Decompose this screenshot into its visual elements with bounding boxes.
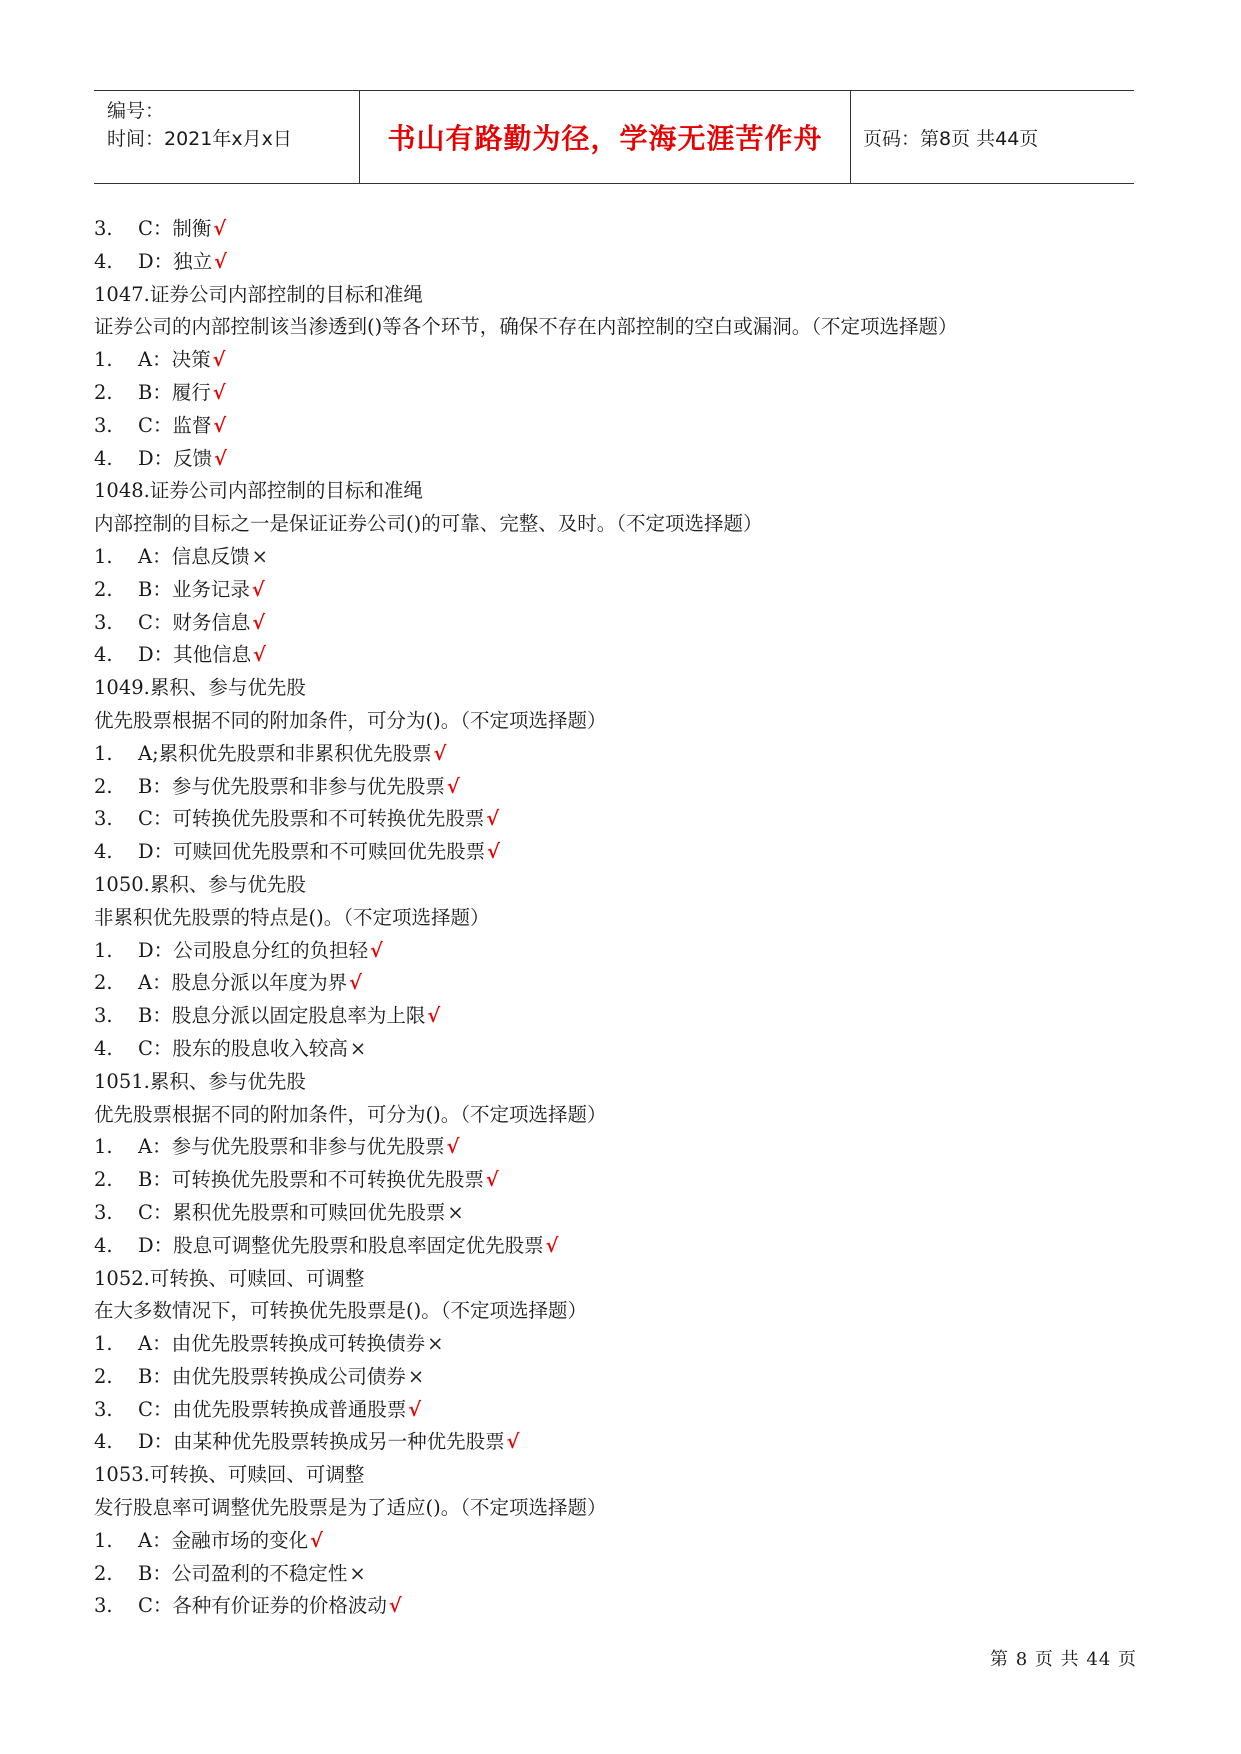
option-text: C：可转换优先股票和不可转换优先股票 — [138, 807, 485, 831]
option-text: A：决策 — [138, 348, 211, 372]
option-number: 3. — [94, 1004, 113, 1028]
option-number: 3. — [94, 1397, 113, 1421]
option-text: A：金融市场的变化 — [138, 1528, 309, 1552]
answer-option — [94, 607, 1134, 640]
check-mark-icon: √ — [214, 446, 227, 470]
option-number: 2. — [94, 1364, 113, 1388]
option-text: B：可转换优先股票和不可转换优先股票 — [138, 1168, 484, 1192]
answer-option — [94, 377, 1134, 410]
cross-mark-icon: × — [251, 544, 268, 568]
check-mark-icon: √ — [213, 413, 227, 437]
check-mark-icon: √ — [506, 1430, 520, 1454]
page-footer: 第 8 页 共 44 页 — [990, 1649, 1137, 1670]
answer-option — [94, 1426, 1134, 1459]
check-mark-icon: √ — [545, 1233, 559, 1257]
check-mark-icon: √ — [486, 807, 500, 831]
question-topic: 1048.证券公司内部控制的目标和准绳 — [94, 479, 423, 503]
answer-option — [94, 1000, 1134, 1033]
question-stem: 证券公司的内部控制该当渗透到()等各个环节，确保不存在内部控制的空白或漏洞。（不定项选择题） — [94, 315, 958, 339]
answer-option — [94, 803, 1134, 836]
option-number: 1. — [94, 741, 113, 765]
cross-mark-icon: × — [427, 1332, 444, 1356]
time-label: 时间：2021年x月x日 — [107, 128, 292, 150]
option-text: D：独立 — [138, 249, 213, 273]
option-text: B：参与优先股票和非参与优先股票 — [138, 774, 445, 798]
question-stem: 发行股息率可调整优先股票是为了适应()。（不定项选择题） — [94, 1496, 607, 1520]
check-mark-icon: √ — [253, 643, 266, 667]
answer-option — [94, 1558, 1134, 1591]
check-mark-icon: √ — [214, 249, 227, 273]
option-text: C：监督 — [138, 413, 212, 437]
check-mark-icon: √ — [213, 217, 227, 240]
option-text: C：各种有价证券的价格波动 — [138, 1594, 387, 1618]
answer-option — [94, 1033, 1134, 1066]
option-text: C：制衡 — [138, 217, 212, 240]
option-number: 1. — [94, 1332, 113, 1356]
question-list — [94, 213, 1134, 1623]
check-mark-icon: √ — [446, 774, 460, 798]
question-topic: 1052.可转换、可赎回、可调整 — [94, 1266, 365, 1290]
header-meta — [94, 91, 360, 183]
option-number: 2. — [94, 774, 113, 798]
answer-option — [94, 246, 1134, 279]
check-mark-icon: √ — [251, 577, 265, 601]
option-number: 1. — [94, 348, 113, 372]
check-mark-icon: √ — [487, 840, 500, 864]
option-number: 4. — [94, 643, 113, 667]
option-number: 1. — [94, 938, 113, 962]
option-number: 3. — [94, 413, 113, 437]
question-topic: 1050.累积、参与优先股 — [94, 872, 306, 896]
answer-option — [94, 541, 1134, 574]
option-number: 3. — [94, 1200, 113, 1224]
check-mark-icon: √ — [433, 741, 447, 765]
option-number: 4. — [94, 446, 113, 470]
option-text: A：参与优先股票和非参与优先股票 — [138, 1135, 445, 1159]
answer-option — [94, 344, 1134, 377]
option-number: 3. — [94, 610, 113, 634]
question-stem: 内部控制的目标之一是保证证券公司()的可靠、完整、及时。（不定项选择题） — [94, 512, 763, 536]
cross-mark-icon: × — [349, 1561, 366, 1585]
option-number: 3. — [94, 217, 113, 240]
option-number: 3. — [94, 1594, 113, 1618]
question-topic: 1047.证券公司内部控制的目标和准绳 — [94, 282, 423, 306]
option-text: D：公司股息分红的负担轻 — [138, 938, 369, 962]
check-mark-icon: √ — [252, 610, 266, 634]
check-mark-icon: √ — [370, 938, 383, 962]
check-mark-icon: √ — [446, 1135, 460, 1159]
option-number: 2. — [94, 1168, 113, 1192]
answer-option — [94, 1525, 1134, 1558]
answer-option — [94, 1394, 1134, 1427]
check-mark-icon: √ — [427, 1004, 441, 1028]
check-mark-icon: √ — [212, 380, 226, 404]
question-topic: 1051.累积、参与优先股 — [94, 1069, 306, 1093]
cross-mark-icon: × — [349, 1036, 367, 1060]
option-text: B：公司盈利的不稳定性 — [138, 1561, 348, 1585]
answer-option — [94, 574, 1134, 607]
question-stem: 优先股票根据不同的附加条件，可分为()。（不定项选择题） — [94, 1102, 607, 1126]
check-mark-icon: √ — [388, 1594, 402, 1618]
option-number: 4. — [94, 249, 113, 273]
check-mark-icon: √ — [310, 1528, 323, 1552]
answer-option — [94, 410, 1134, 443]
answer-option — [94, 1328, 1134, 1361]
option-text: C：累积优先股票和可赎回优先股票 — [138, 1200, 446, 1224]
option-text: A;累积优先股票和非累积优先股票 — [138, 741, 432, 765]
answer-option — [94, 1197, 1134, 1230]
option-number: 1. — [94, 1135, 113, 1159]
option-number: 4. — [94, 840, 113, 864]
answer-option — [94, 1164, 1134, 1197]
answer-option — [94, 935, 1134, 968]
page-header — [94, 90, 1134, 184]
answer-option — [94, 967, 1134, 1000]
answer-option — [94, 1230, 1134, 1263]
option-text: B：由优先股票转换成公司债券 — [138, 1364, 406, 1388]
option-number: 3. — [94, 807, 113, 831]
option-text: D：股息可调整优先股票和股息率固定优先股票 — [138, 1233, 544, 1257]
option-text: D：由某种优先股票转换成另一种优先股票 — [138, 1430, 505, 1454]
option-number: 4. — [94, 1233, 113, 1257]
option-number: 1. — [94, 544, 113, 568]
check-mark-icon: √ — [212, 348, 226, 372]
check-mark-icon: √ — [485, 1168, 499, 1192]
answer-option — [94, 771, 1134, 804]
header-page-info: 页码：第8页 共44页 — [863, 127, 1039, 150]
answer-option — [94, 738, 1134, 771]
option-number: 1. — [94, 1528, 113, 1552]
answer-option — [94, 1361, 1134, 1394]
option-text: C：由优先股票转换成普通股票 — [138, 1397, 407, 1421]
question-stem: 优先股票根据不同的附加条件，可分为()。（不定项选择题） — [94, 708, 607, 732]
answer-option — [94, 639, 1134, 672]
cross-mark-icon: × — [447, 1200, 464, 1224]
option-text: C：财务信息 — [138, 610, 251, 634]
option-text: A：由优先股票转换成可转换债券 — [138, 1332, 426, 1356]
answer-option — [94, 1131, 1134, 1164]
cross-mark-icon: × — [407, 1364, 425, 1388]
question-stem: 非累积优先股票的特点是()。（不定项选择题） — [94, 905, 490, 929]
option-number: 4. — [94, 1430, 113, 1454]
option-number: 4. — [94, 1036, 113, 1060]
option-number: 2. — [94, 380, 113, 404]
option-text: A：信息反馈 — [138, 544, 250, 568]
answer-option — [94, 836, 1134, 869]
option-text: D：其他信息 — [138, 643, 252, 667]
option-text: B：履行 — [138, 380, 211, 404]
header-motto: 书山有路勤为径，学海无涯苦作舟 — [360, 91, 851, 183]
check-mark-icon: √ — [408, 1397, 422, 1421]
check-mark-icon: √ — [349, 971, 362, 995]
option-text: D：可赎回优先股票和不可赎回优先股票 — [138, 840, 486, 864]
answer-option — [94, 1590, 1134, 1623]
option-text: A：股息分派以年度为界 — [138, 971, 348, 995]
question-stem: 在大多数情况下，可转换优先股票是()。（不定项选择题） — [94, 1299, 587, 1323]
question-topic: 1053.可转换、可赎回、可调整 — [94, 1463, 365, 1487]
answer-option — [94, 213, 1134, 246]
serial-label: 编号： — [107, 100, 165, 122]
question-topic: 1049.累积、参与优先股 — [94, 676, 306, 700]
answer-option — [94, 443, 1134, 476]
option-number: 2. — [94, 971, 113, 995]
option-text: B：股息分派以固定股息率为上限 — [138, 1004, 426, 1028]
option-text: C：股东的股息收入较高 — [138, 1036, 348, 1060]
option-number: 2. — [94, 577, 113, 601]
option-text: B：业务记录 — [138, 577, 250, 601]
option-text: D：反馈 — [138, 446, 213, 470]
option-number: 2. — [94, 1561, 113, 1585]
